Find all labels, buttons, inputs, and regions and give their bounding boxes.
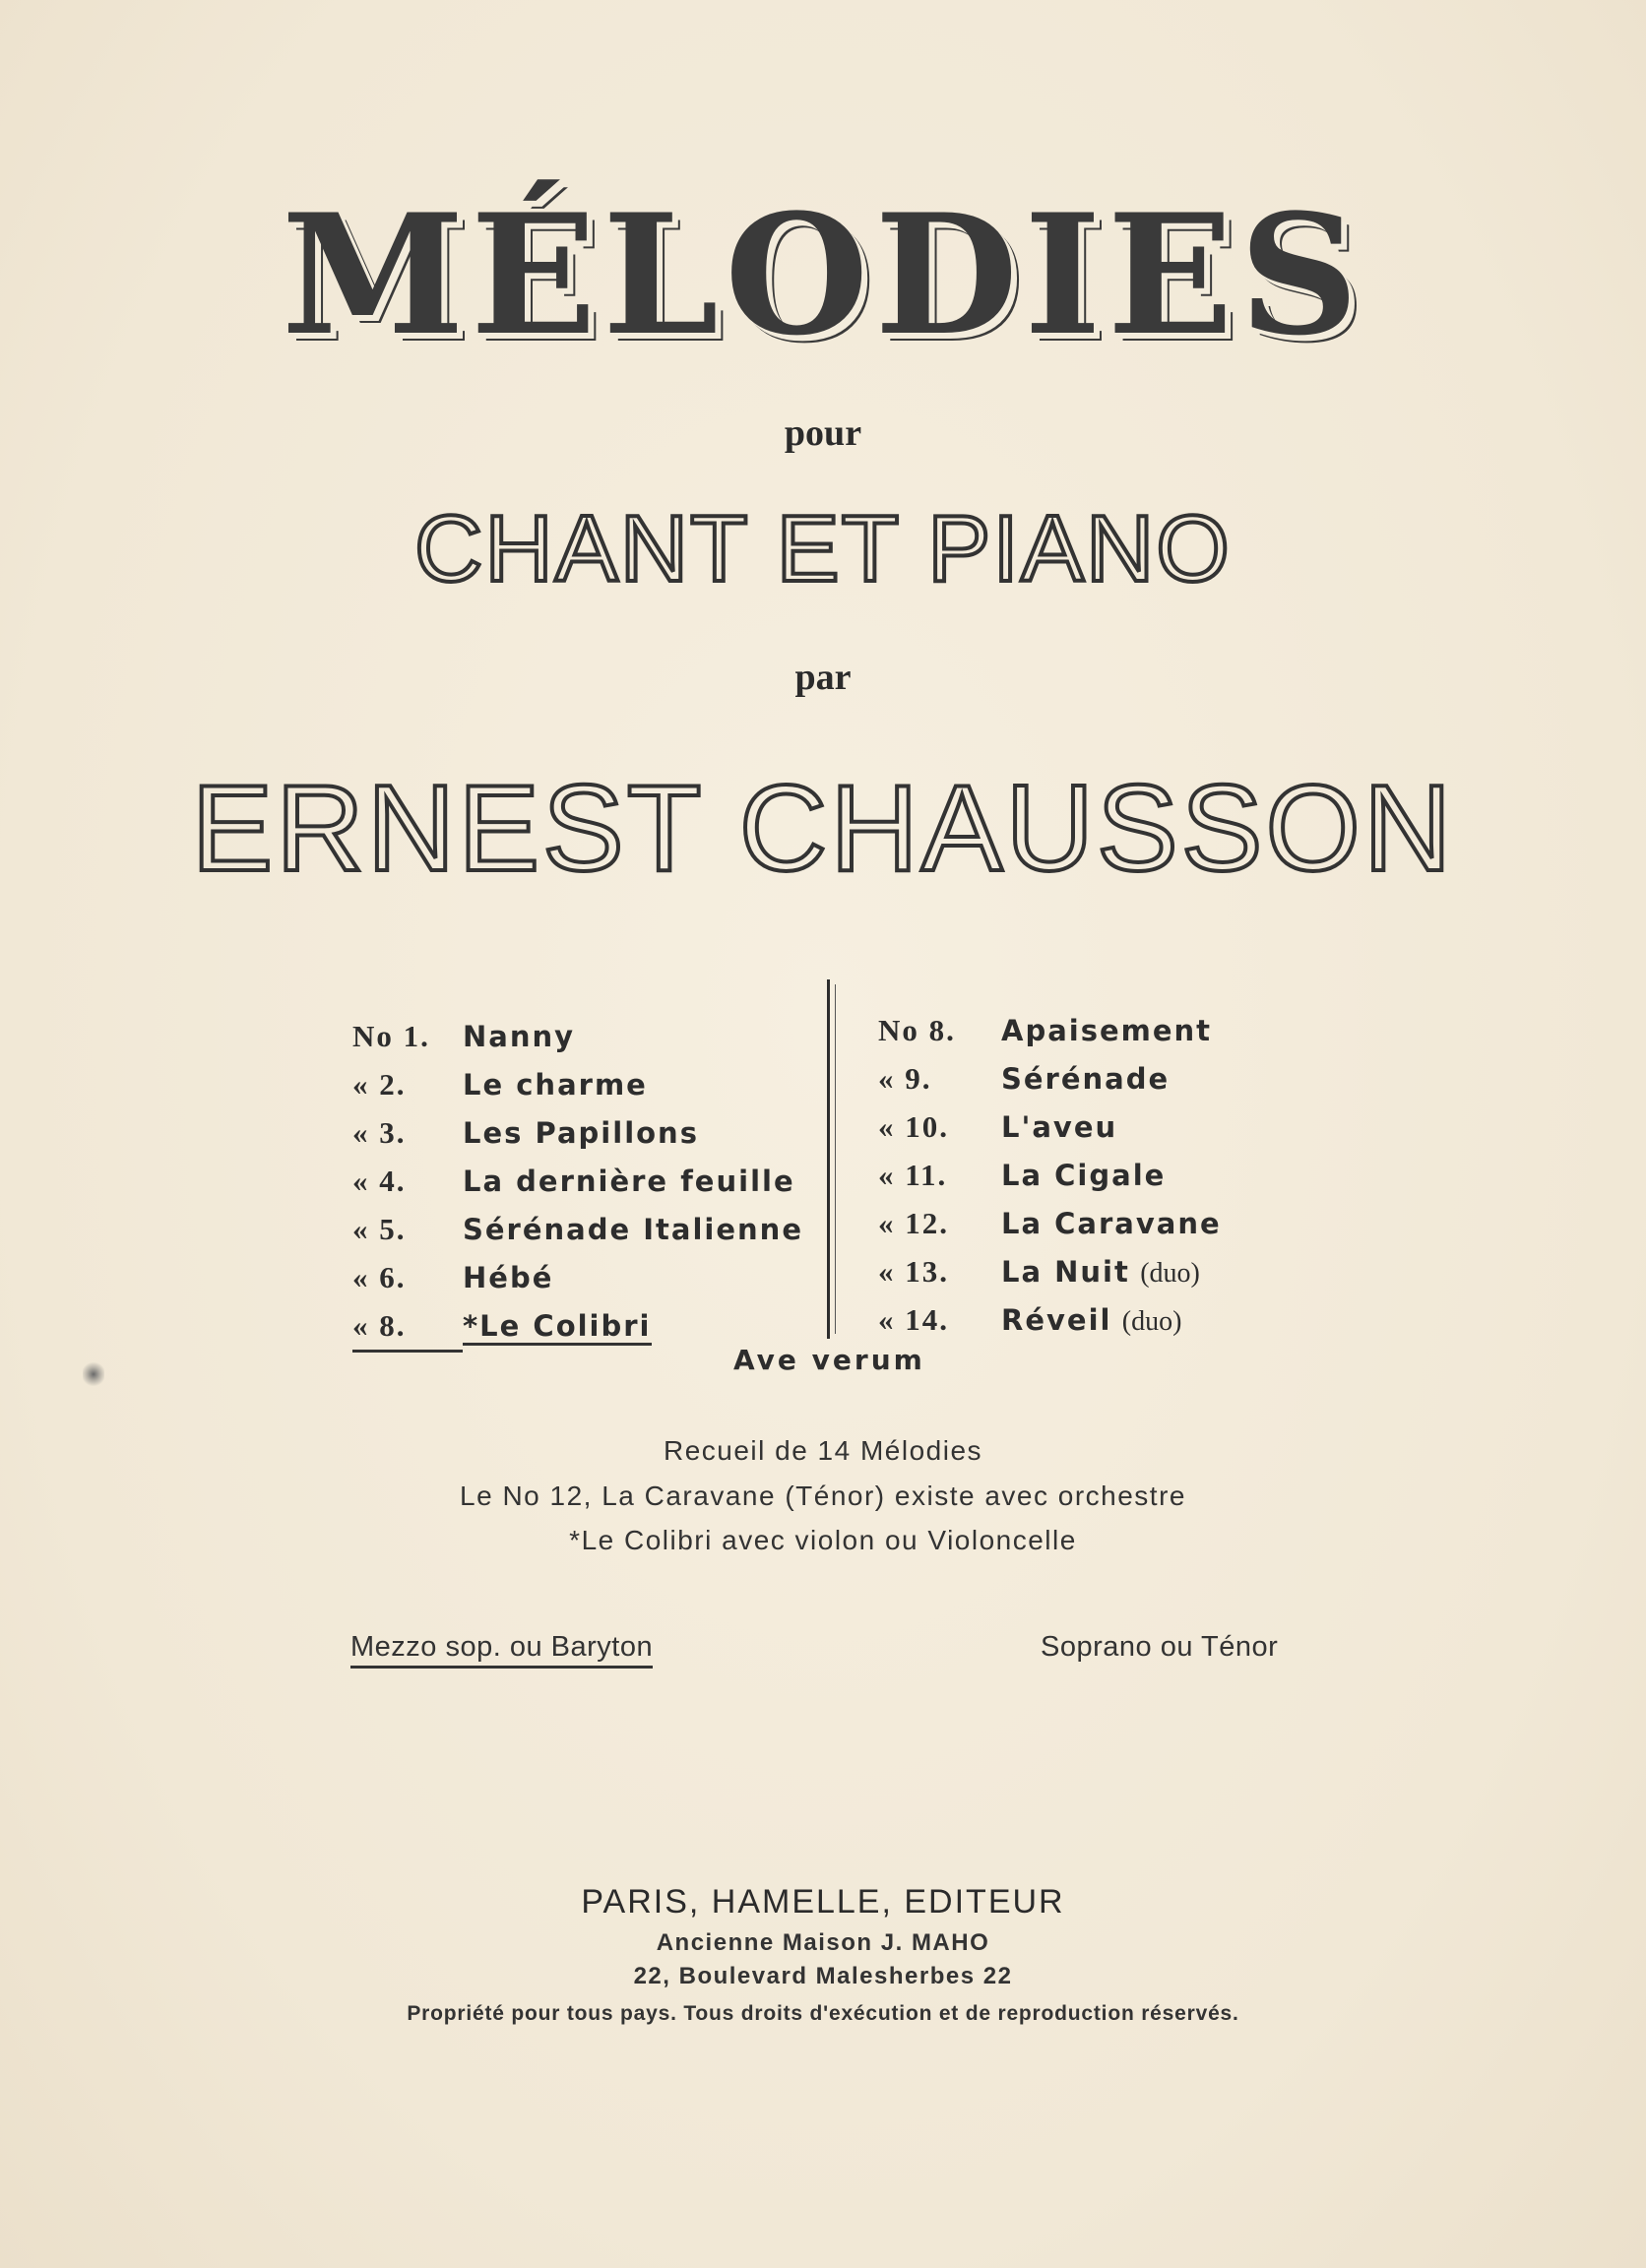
song-title: Réveil: [1001, 1303, 1112, 1337]
song-number: « 2.: [352, 1067, 407, 1102]
song-title: Sérénade Italienne: [463, 1213, 803, 1246]
list-item: [352, 1157, 803, 1205]
song-number: « 5.: [352, 1212, 407, 1246]
rights-notice: Propriété pour tous pays. Tous droits d'exécution et de reproduction réservés.: [407, 2002, 1239, 2025]
list-item: [352, 1108, 803, 1157]
list-item: [352, 1253, 803, 1301]
song-number: « 12.: [878, 1206, 949, 1240]
column-divider: [827, 979, 830, 1339]
song-number: « 13.: [878, 1254, 949, 1289]
song-number: No 8.: [878, 1013, 956, 1047]
song-number: « 10.: [878, 1109, 949, 1144]
subtitle: CHANT ET PIANO: [414, 496, 1232, 601]
ave-verum-title: Ave verum: [733, 1344, 925, 1376]
song-list-left: [352, 1012, 803, 1350]
song-number: « 11.: [878, 1158, 948, 1192]
song-title: *Le Colibri: [463, 1309, 652, 1346]
song-number: « 14.: [878, 1302, 949, 1337]
song-number: No 1.: [352, 1019, 430, 1053]
list-item: [878, 1054, 1222, 1102]
song-list-right: [878, 1006, 1222, 1344]
ink-smudge: [83, 1360, 104, 1388]
list-item: [878, 1199, 1222, 1247]
song-number: « 3.: [352, 1115, 407, 1150]
list-item: [878, 1247, 1222, 1295]
song-title: Le charme: [463, 1068, 648, 1102]
word-pour: pour: [784, 412, 862, 454]
song-title: La Nuit: [1001, 1255, 1130, 1289]
list-item-highlighted: [352, 1301, 803, 1350]
song-title: Sérénade: [1001, 1062, 1171, 1096]
orchestra-note: Le No 12, La Caravane (Ténor) existe avec orchestre: [460, 1480, 1186, 1511]
publisher-name: PARIS, HAMELLE, EDITEUR: [581, 1883, 1065, 1921]
list-item: [878, 1006, 1222, 1054]
song-title: Hébé: [463, 1261, 554, 1294]
publisher-address: 22, Boulevard Malesherbes 22: [633, 1963, 1013, 1989]
collection-note: Recueil de 14 Mélodies: [663, 1435, 983, 1466]
song-title: La Caravane: [1001, 1207, 1222, 1240]
song-number: « 8.: [352, 1301, 463, 1353]
colibri-note: *Le Colibri avec violon ou Violoncelle: [569, 1525, 1077, 1555]
list-item: [352, 1060, 803, 1108]
song-title: Apaisement: [1001, 1014, 1213, 1047]
voice-type-high: Soprano ou Ténor: [1041, 1631, 1279, 1663]
list-item: [878, 1102, 1222, 1151]
song-number: « 6.: [352, 1260, 407, 1294]
voice-type-low: Mezzo sop. ou Baryton: [350, 1631, 653, 1669]
song-title: Nanny: [463, 1020, 576, 1053]
list-item: [878, 1295, 1222, 1344]
song-title: La dernière feuille: [463, 1165, 795, 1198]
publisher-former-house: Ancienne Maison J. MAHO: [656, 1929, 990, 1956]
song-note: (duo): [1121, 1306, 1182, 1337]
song-number: « 4.: [352, 1164, 407, 1198]
song-title: L'aveu: [1001, 1110, 1118, 1144]
column-divider-secondary: [835, 984, 836, 1334]
song-number: « 9.: [878, 1061, 932, 1096]
list-item: [352, 1205, 803, 1253]
song-title: La Cigale: [1001, 1159, 1167, 1192]
song-note: (duo): [1140, 1258, 1200, 1289]
composer-name: ERNEST CHAUSSON: [191, 761, 1455, 897]
song-title: Les Papillons: [463, 1116, 699, 1150]
word-par: par: [794, 657, 852, 698]
list-item: [878, 1151, 1222, 1199]
main-title: MÉLODIES: [281, 177, 1365, 372]
list-item: [352, 1012, 803, 1060]
